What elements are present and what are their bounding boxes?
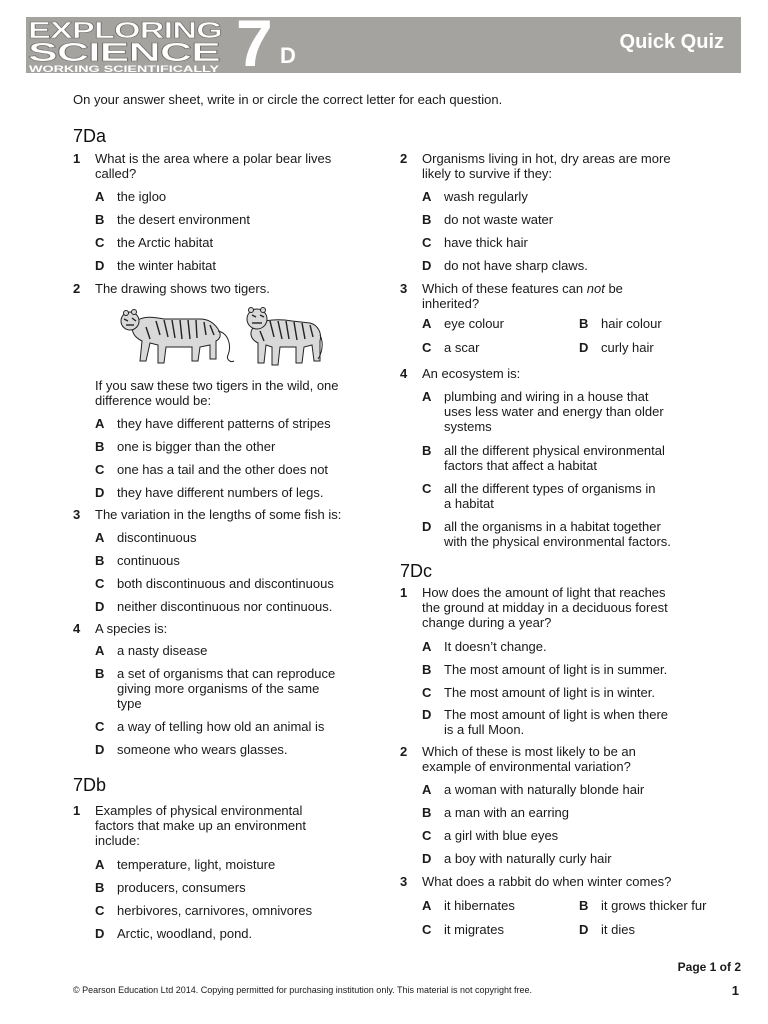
option-letter: D	[579, 922, 589, 937]
option-text: do not have sharp claws.	[444, 258, 588, 273]
option-text: they have different numbers of legs.	[117, 485, 324, 500]
two-tigers-illustration	[120, 305, 325, 374]
option-text-line: a set of organisms that can reproduce	[117, 666, 336, 681]
question-number: 3	[73, 507, 81, 522]
option-text: it hibernates	[444, 898, 515, 913]
option-letter: C	[95, 462, 105, 477]
tiger-icon	[121, 310, 234, 364]
question-text-line: likely to survive if they:	[422, 166, 553, 181]
option-text-line: The most amount of light is when there	[444, 707, 669, 722]
question-number: 4	[73, 621, 81, 636]
option-text: It doesn’t change.	[444, 639, 547, 654]
question-text-line: include:	[95, 833, 140, 848]
option-letter: A	[95, 643, 105, 658]
option-text: neither discontinuous nor continuous.	[117, 599, 333, 614]
option-letter: D	[95, 258, 105, 273]
option-text-line: plumbing and wiring in a house that	[444, 389, 649, 404]
question-text-line: The variation in the lengths of some fish is:	[95, 507, 342, 522]
option-letter: C	[95, 903, 105, 918]
logo-line-science: SCIENCE	[28, 37, 221, 67]
option-letter: C	[422, 481, 432, 496]
question-text-part: be	[604, 281, 623, 296]
option-letter: D	[95, 485, 105, 500]
option-text: have thick hair	[444, 235, 528, 250]
option-letter: B	[422, 443, 432, 458]
option-text: discontinuous	[117, 530, 197, 545]
option-letter: D	[95, 926, 105, 941]
option-text: a man with an earring	[444, 805, 570, 820]
option-text: temperature, light, moisture	[117, 857, 276, 872]
question-number: 3	[400, 281, 408, 296]
question-text-part: Which of these features can	[422, 281, 587, 296]
question-text-line: example of environmental variation?	[422, 759, 631, 774]
option-text-line: all the organisms in a habitat together	[444, 519, 661, 534]
option-text-line: uses less water and energy than older	[444, 404, 664, 419]
option-text-line: all the different types of organisms in	[444, 481, 656, 496]
option-letter: C	[95, 235, 105, 250]
unit-number: 7	[236, 6, 272, 80]
question-text-line: difference would be:	[95, 393, 212, 408]
question-number: 2	[400, 151, 408, 166]
section-heading-7db: 7Db	[73, 775, 107, 795]
option-text: Arctic, woodland, pond.	[117, 926, 253, 941]
option-letter: B	[422, 805, 432, 820]
option-text: the Arctic habitat	[117, 235, 214, 250]
option-letter: D	[422, 258, 432, 273]
option-text: one is bigger than the other	[117, 439, 276, 454]
option-text: The most amount of light is in summer.	[444, 662, 668, 677]
option-letter: D	[95, 599, 105, 614]
option-letter: B	[95, 880, 105, 895]
header-banner	[26, 6, 741, 80]
option-text: it dies	[601, 922, 635, 937]
option-letter: D	[422, 851, 432, 866]
option-text: hair colour	[601, 316, 662, 331]
question-text-line: factors that make up an environment	[95, 818, 307, 833]
question-text-emphasis: not	[586, 281, 605, 296]
question-text-line: What is the area where a polar bear lives	[95, 151, 332, 166]
option-letter: A	[422, 316, 432, 331]
option-text: continuous	[117, 553, 180, 568]
option-text: herbivores, carnivores, omnivores	[117, 903, 313, 918]
option-text: they have different patterns of stripes	[117, 416, 331, 431]
option-letter: C	[422, 922, 432, 937]
option-letter: A	[422, 389, 432, 404]
question-number: 1	[73, 151, 81, 166]
question-number: 2	[400, 744, 408, 759]
option-text: curly hair	[601, 340, 654, 355]
quick-quiz-title: Quick Quiz	[619, 31, 724, 53]
option-text: someone who wears glasses.	[117, 742, 288, 757]
question-text-line: Organisms living in hot, dry areas are more	[422, 151, 671, 166]
option-letter: A	[95, 530, 105, 545]
option-letter: A	[422, 639, 432, 654]
question-text-line: Examples of physical environmental	[95, 803, 303, 818]
option-text: a girl with blue eyes	[444, 828, 559, 843]
instructions: On your answer sheet, write in or circle the correct letter for each question.	[73, 92, 503, 107]
option-text: a scar	[444, 340, 480, 355]
option-text: a boy with naturally curly hair	[444, 851, 612, 866]
exploring-science-logo	[28, 18, 228, 79]
option-letter: D	[579, 340, 589, 355]
option-text: a woman with naturally blonde hair	[444, 782, 645, 797]
option-text: it grows thicker fur	[601, 898, 707, 913]
option-letter: B	[95, 666, 105, 681]
page-indicator: Page 1 of 2	[677, 960, 741, 974]
option-text: the winter habitat	[117, 258, 217, 273]
question-text-line: An ecosystem is:	[422, 366, 521, 381]
option-text-line: with the physical environmental factors.	[444, 534, 671, 549]
question-number: 2	[73, 281, 81, 296]
question-text-line: The drawing shows two tigers.	[95, 281, 270, 296]
section-heading-7da: 7Da	[73, 126, 107, 146]
option-text-line: giving more organisms of the same	[117, 681, 320, 696]
option-letter: B	[95, 212, 105, 227]
option-letter: B	[422, 212, 432, 227]
option-text-line: is a full Moon.	[444, 722, 525, 737]
question-text-line: change during a year?	[422, 615, 552, 630]
question-text-line: the ground at midday in a deciduous forest	[422, 600, 668, 615]
question-text-line: inherited?	[422, 296, 480, 311]
question-text-line: called?	[95, 166, 137, 181]
option-letter: B	[95, 439, 105, 454]
question-text-line: How does the amount of light that reaches	[422, 585, 666, 600]
option-text: do not waste water	[444, 212, 554, 227]
option-text-line: a habitat	[444, 496, 494, 511]
tiger-icon	[247, 308, 322, 366]
option-letter: B	[422, 662, 432, 677]
copyright-notice: © Pearson Education Ltd 2014. Copying permitted for purchasing institution only. This material is not copyright free.	[73, 985, 533, 995]
option-letter: C	[422, 340, 432, 355]
option-text: the desert environment	[117, 212, 250, 227]
option-letter: A	[95, 416, 105, 431]
option-letter: A	[422, 189, 432, 204]
section-heading-7dc: 7Dc	[400, 561, 433, 581]
option-letter: C	[422, 235, 432, 250]
question-text-line: What does a rabbit do when winter comes?	[422, 874, 672, 889]
option-text: the igloo	[117, 189, 167, 204]
question-text-line: If you saw these two tigers in the wild, one	[95, 378, 339, 393]
option-text: a way of telling how old an animal is	[117, 719, 325, 734]
logo-line-working: WORKING SCIENTIFICALLY	[29, 64, 219, 74]
option-letter: D	[422, 519, 432, 534]
question-text-line: Which of these is most likely to be an	[422, 744, 636, 759]
question-number: 4	[400, 366, 408, 381]
page-number: 1	[731, 983, 739, 998]
logo-line-exploring: EXPLORING	[28, 18, 222, 43]
option-letter: A	[422, 782, 432, 797]
option-letter: A	[422, 898, 432, 913]
option-text: both discontinuous and discontinuous	[117, 576, 334, 591]
option-text: one has a tail and the other does not	[117, 462, 329, 477]
option-text: eye colour	[444, 316, 504, 331]
option-letter: B	[579, 316, 589, 331]
option-text: producers, consumers	[117, 880, 246, 895]
option-letter: D	[422, 707, 432, 722]
option-letter: C	[422, 828, 432, 843]
option-letter: C	[95, 719, 105, 734]
option-text-line: type	[117, 696, 142, 711]
option-letter: A	[95, 189, 105, 204]
option-letter: A	[95, 857, 105, 872]
question-number: 1	[400, 585, 408, 600]
option-text: it migrates	[444, 922, 504, 937]
option-text-line: systems	[444, 419, 492, 434]
question-number: 3	[400, 874, 408, 889]
option-letter: B	[95, 553, 105, 568]
option-text-line: factors that affect a habitat	[444, 458, 597, 473]
option-letter: B	[579, 898, 589, 913]
option-letter: C	[95, 576, 105, 591]
option-text: The most amount of light is in winter.	[444, 685, 655, 700]
question-number: 1	[73, 803, 81, 818]
unit-letter: D	[280, 43, 296, 68]
question-text-line	[422, 281, 623, 296]
option-text: a nasty disease	[117, 643, 208, 658]
option-text: wash regularly	[444, 189, 528, 204]
option-text-line: all the different physical environmental	[444, 443, 665, 458]
option-letter: C	[422, 685, 432, 700]
question-text-line: A species is:	[95, 621, 168, 636]
option-letter: D	[95, 742, 105, 757]
